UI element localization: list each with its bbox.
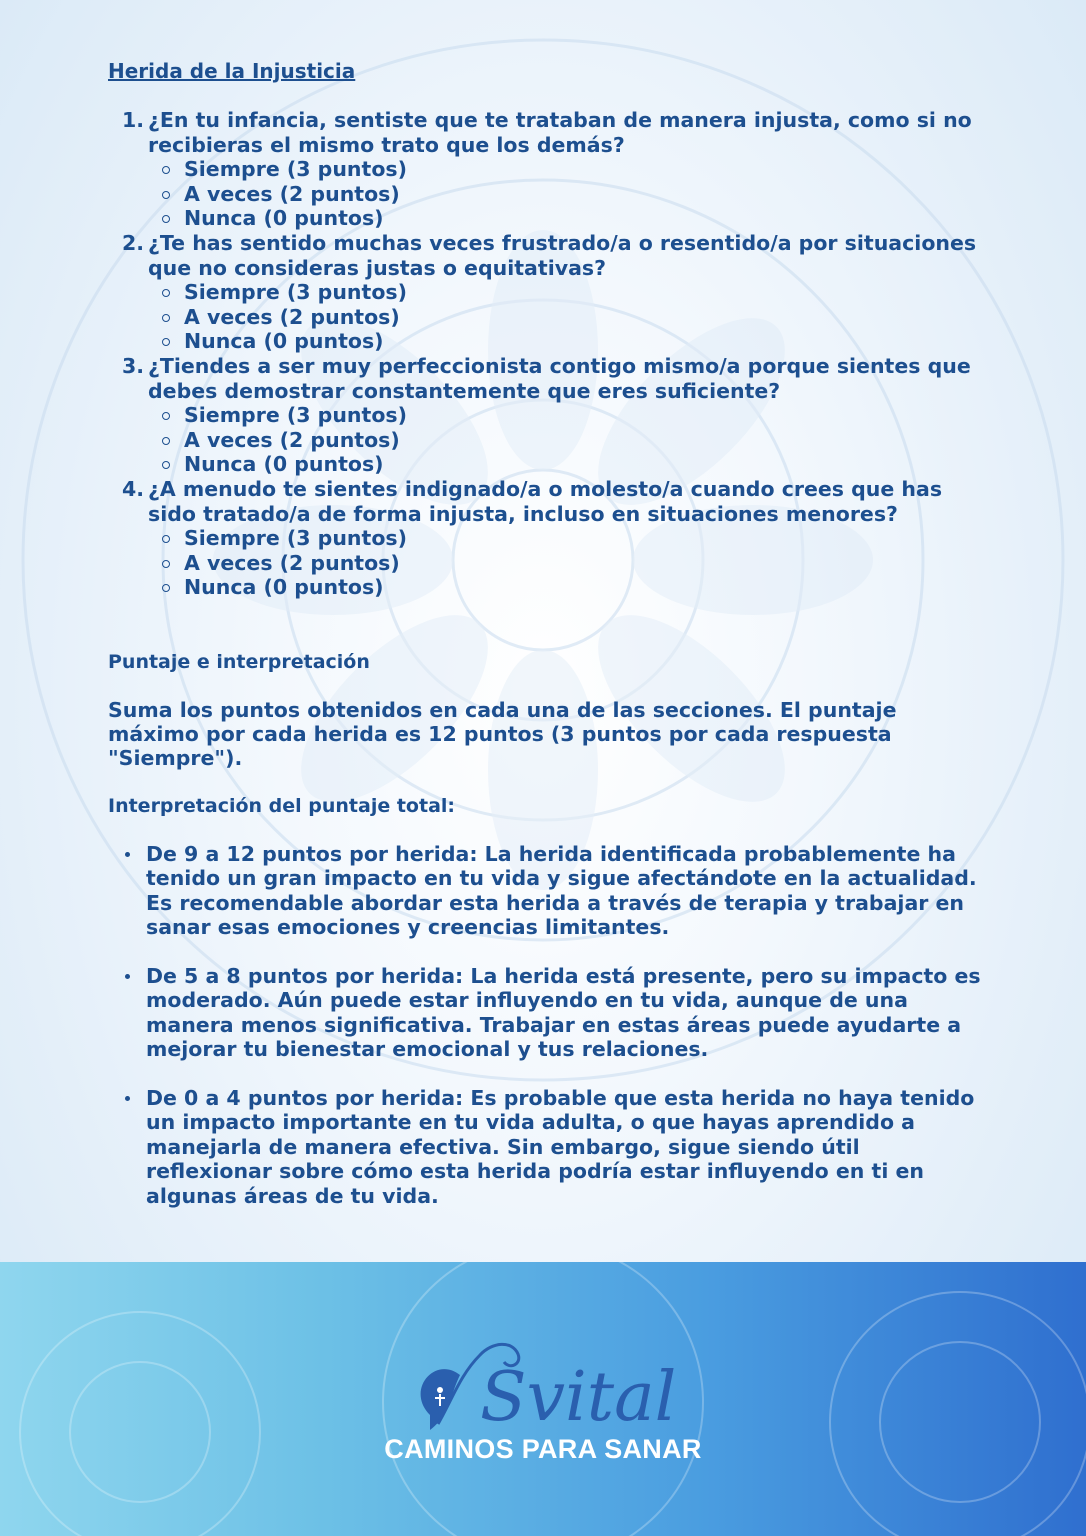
interpretation-item: De 0 a 4 puntos por herida: Es probable que esta herida no haya tenido un impacto importante en tu vida adulta, o que hayas aprendido a manejarla de manera efectiva. Sin embargo, sigue siendo útil reflexionar sobre cómo esta herida podría estar influyendo en ti en algunas áreas de tu vida. (146, 1086, 988, 1209)
option-item: Siempre (3 puntos) (184, 157, 988, 182)
footer-tagline: CAMINOS PARA SANAR (384, 1434, 702, 1464)
question-item (148, 231, 988, 354)
interpretation-list (108, 842, 988, 1209)
option-list (148, 526, 988, 600)
question-item (148, 477, 988, 600)
option-item: A veces (2 puntos) (184, 305, 988, 330)
interpretation-title: Interpretación del puntaje total: (108, 794, 456, 817)
option-item: Siempre (3 puntos) (184, 403, 988, 428)
footer-banner (0, 1262, 1086, 1536)
svital-logo (380, 1320, 710, 1450)
option-item: Nunca (0 puntos) (184, 452, 988, 477)
option-item: Nunca (0 puntos) (184, 329, 988, 354)
document-content (108, 58, 988, 1232)
svg-text:Svital: Svital (480, 1358, 677, 1437)
question-text: ¿Te has sentido muchas veces frustrado/a o resentido/a por situaciones que no consideras justas o equitativas? (148, 230, 977, 280)
section-title: Herida de la Injusticia (108, 59, 356, 83)
option-item: Siempre (3 puntos) (184, 280, 988, 305)
question-text: ¿Tiendes a ser muy perfeccionista contigo mismo/a porque sientes que debes demostrar constantemente que eres suficiente? (148, 353, 971, 403)
question-list (108, 108, 988, 600)
question-item (148, 354, 988, 477)
option-item: Nunca (0 puntos) (184, 206, 988, 231)
option-item: Nunca (0 puntos) (184, 575, 988, 600)
scoring-title: Puntaje e interpretación (108, 650, 370, 673)
option-item: A veces (2 puntos) (184, 182, 988, 207)
scoring-intro: Suma los puntos obtenidos en cada una de las secciones. El puntaje máximo por cada herida es 12 puntos (3 puntos por cada respuesta "Siempre"). (108, 697, 897, 770)
interpretation-item: De 9 a 12 puntos por herida: La herida identificada probablemente ha tenido un gran impacto en tu vida y sigue afectándote en la actualidad. Es recomendable abordar esta herida a través de terapia y trabajar en sanar esas emociones y creencias limitantes. (146, 842, 988, 940)
question-text: ¿A menudo te sientes indignado/a o molesto/a cuando crees que has sido tratado/a de forma injusta, incluso en situaciones menores? (148, 476, 943, 526)
option-list (148, 280, 988, 354)
question-text: ¿En tu infancia, sentiste que te trataban de manera injusta, como si no recibieras el mismo trato que los demás? (148, 108, 972, 157)
option-item: Siempre (3 puntos) (184, 526, 988, 551)
option-list (148, 157, 988, 231)
option-list (148, 403, 988, 477)
interpretation-item: De 5 a 8 puntos por herida: La herida está presente, pero su impacto es moderado. Aún puede estar influyendo en tu vida, aunque de una manera menos significativa. Trabajar en estas áreas puede ayudarte a mejorar tu bienestar emocional y tus relaciones. (146, 964, 988, 1062)
option-item: A veces (2 puntos) (184, 551, 988, 576)
question-item (148, 108, 988, 231)
option-item: A veces (2 puntos) (184, 428, 988, 453)
